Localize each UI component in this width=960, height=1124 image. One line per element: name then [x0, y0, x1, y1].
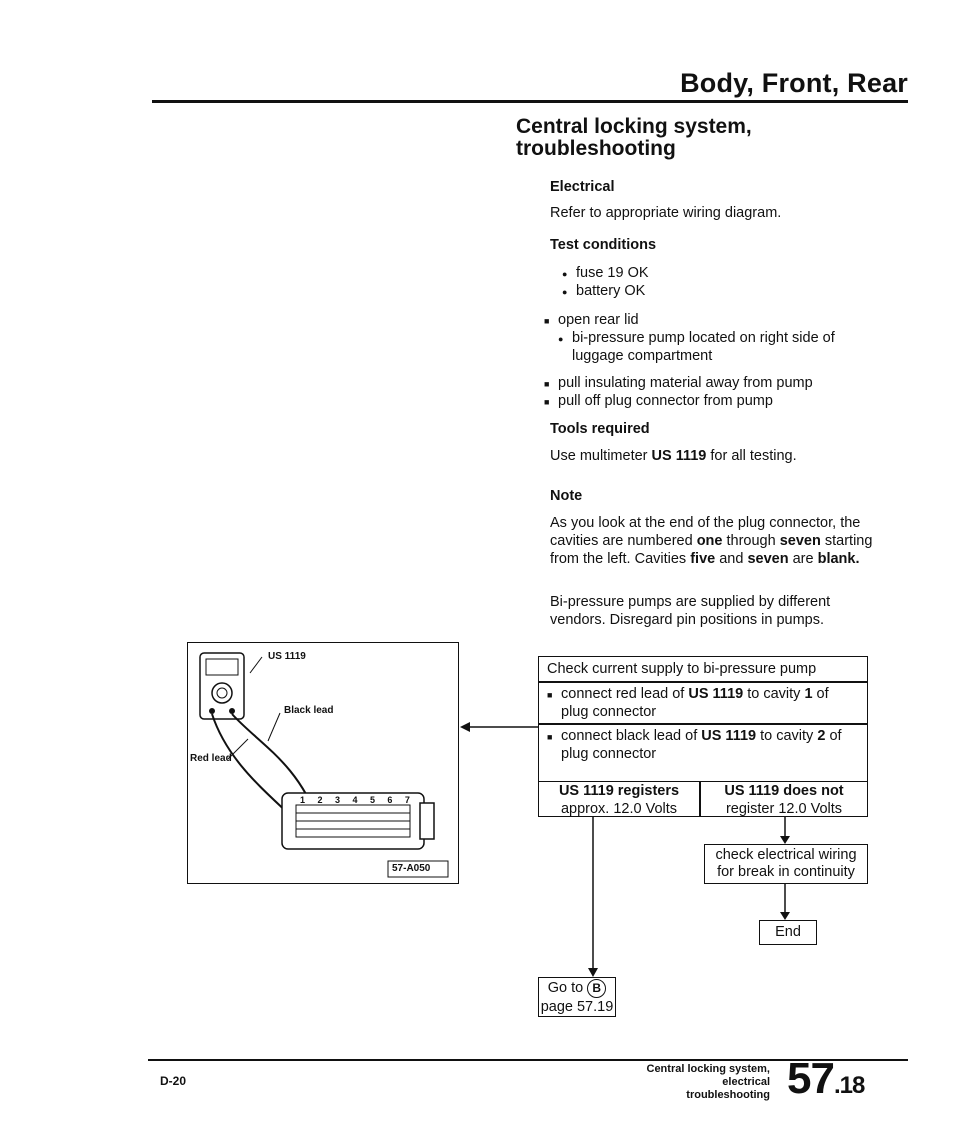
footer-page-main: 57 — [787, 1054, 834, 1103]
flow-bold: US 1119 — [688, 686, 744, 702]
flow-no-line2: register 12.0 Volts — [725, 801, 843, 817]
list-item: ■ open rear lid — [544, 311, 874, 329]
multimeter-figure — [187, 642, 459, 884]
footer-page-code: D-20 — [160, 1074, 187, 1088]
jack-icon — [229, 708, 235, 714]
flow-goto-line2: page 57.19 — [540, 999, 614, 1015]
note-text: starting from the left. Cavities — [550, 533, 873, 567]
footer-page-sub: .18 — [833, 1072, 865, 1099]
flow-bold: 1 — [804, 686, 813, 702]
list-item: ■ pull insulating material away from pump — [544, 374, 884, 392]
note-text: As you look at the end of the plug connector, the cavities are numbered — [550, 515, 861, 549]
flow-text: connect red lead of — [561, 686, 689, 702]
arrowhead-icon — [588, 968, 598, 977]
pin-number: 5 — [369, 795, 375, 805]
list-item: ● battery OK — [562, 282, 649, 300]
flow-goto-label: Go to — [547, 980, 584, 996]
flow-text: to cavity — [756, 728, 818, 744]
footer-mid-line2: electrical troubleshooting — [686, 1076, 770, 1101]
arrowhead-icon — [780, 836, 790, 844]
footer-page-number — [787, 1054, 864, 1104]
pin-numbers — [300, 795, 410, 805]
flow-text: to cavity — [743, 686, 805, 702]
multimeter-dial-icon — [212, 683, 232, 703]
figure-code: 57-A050 — [392, 863, 431, 874]
flow-end-box: End — [759, 920, 817, 945]
pin-number: 6 — [387, 795, 393, 805]
flow-yes-line2: approx. 12.0 Volts — [560, 801, 678, 817]
note-text: are — [788, 551, 818, 567]
footer-section-label — [640, 1063, 770, 1102]
tools-tool: US 1119 — [651, 448, 707, 464]
test-conditions-heading: Test conditions — [550, 237, 657, 253]
pin-number: 3 — [334, 795, 340, 805]
pin-number: 1 — [300, 795, 306, 805]
flow-check-wiring-line2: for break in continuity — [717, 864, 855, 880]
note-paragraph-2: Bi-pressure pumps are supplied by different vendors. Disregard pin positions in pumps. — [550, 594, 831, 628]
flow-bold: US 1119 — [701, 728, 757, 744]
jack-icon — [209, 708, 215, 714]
open-sub-line1: bi-pressure pump located on right side of — [572, 330, 835, 346]
note-bold: blank. — [817, 551, 860, 567]
note-heading: Note — [550, 488, 583, 504]
flow-bold: 2 — [817, 728, 826, 744]
figure-label-red: Red lead — [190, 753, 232, 764]
arrowhead-icon — [780, 912, 790, 920]
figure-label-us: US 1119 — [268, 651, 306, 662]
section-title-line2: troubleshooting — [516, 137, 676, 160]
flow-goto-ref: B — [587, 979, 606, 998]
flow-check-wiring-line1: check electrical wiring — [715, 847, 857, 863]
list-item: ● fuse 19 OK — [562, 264, 649, 282]
note-text: through — [722, 533, 780, 549]
flow-no-line1: US 1119 does not — [724, 783, 844, 799]
pin-number: 2 — [317, 795, 323, 805]
flow-text: connect black lead of — [561, 728, 702, 744]
flow-check-title: Check current supply to bi-pressure pump — [547, 661, 817, 677]
flow-text: of plug connector — [561, 728, 842, 762]
pin-number: 4 — [352, 795, 358, 805]
electrical-text: Refer to appropriate wiring diagram. — [550, 205, 782, 221]
arrowhead-icon — [460, 722, 470, 732]
note-bold: five — [690, 551, 716, 567]
figure-label-black: Black lead — [284, 705, 334, 716]
flow-text: of plug connector — [561, 686, 829, 720]
note-bold: seven — [779, 533, 821, 549]
tools-heading: Tools required — [550, 421, 650, 437]
tools-text-post: for all testing. — [706, 448, 797, 464]
note-bold: one — [696, 533, 723, 549]
footer-mid-line1: Central locking system, — [646, 1063, 770, 1075]
pin-number: 7 — [404, 795, 410, 805]
tools-text-pre: Use multimeter — [550, 448, 652, 464]
section-title-line1: Central locking system, — [516, 115, 752, 138]
open-sub-line2: luggage compartment — [572, 348, 713, 364]
note-text: and — [715, 551, 748, 567]
page-header-title: Body, Front, Rear — [680, 68, 908, 98]
electrical-heading: Electrical — [550, 179, 615, 195]
list-item: ■ pull off plug connector from pump — [544, 392, 884, 410]
multimeter-display — [206, 659, 238, 675]
note-bold: seven — [747, 551, 789, 567]
flow-yes-line1: US 1119 registers — [558, 783, 680, 799]
